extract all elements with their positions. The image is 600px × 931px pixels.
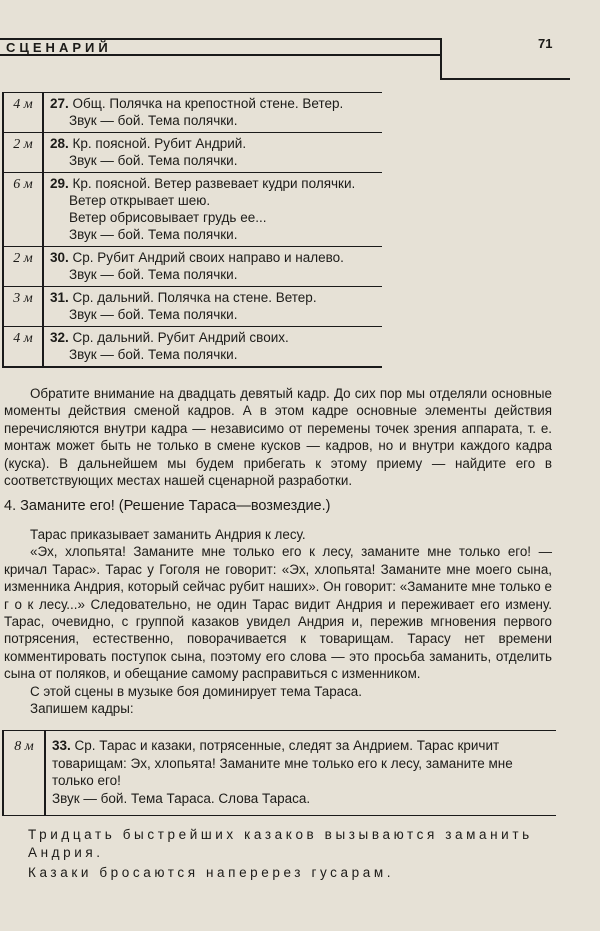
running-header: СЦЕНАРИЙ [6,40,112,55]
shot-table [2,92,382,368]
shot-line [50,289,382,306]
paragraph: С этой сцены в музыке боя доминирует тема Тараса. [30,683,362,699]
section-heading: 4. Заманите его! (Решение Тараса—возмездие.) [4,498,331,514]
shot-row [4,326,382,366]
paragraph-montage: Обратите внимание на двадцать девятый кадр. До сих пор мы отделяли основные моменты действия сменой кадров. А в этом кадре основные элементы действия перечисляются внутри кадра — независимо от перемены точек зрения аппарата, т. е. монтаж может быть не только в смене кусков — кадров, но и внутри каждого кадра (куска). В дальнейшем мы будем прибегать к этому приему — найдите его в соответствующих местах нашей сценарной разработки. [4,386,552,489]
shot-line [50,95,382,112]
shot-sound: Звук — бой. Тема Тараса. Слова Тараса. [52,790,311,806]
header-rule-right [440,78,570,80]
shot-line: Звук — бой. Тема полячки. [69,347,238,362]
shot-body [44,173,382,246]
paragraph: «Эх, хлопьята! Заманите мне только его к лесу, заманите мне только его! — кричал Тарас». Тарас у Гоголя не говорит: «Эх, хлопьята! Заманите мне моего сына, изменника Андрия, который сейчас рубит наших». Он говорит: «Заманите мне только е г о к лесу...» Следовательно, не один Тарас видит Андрия и переживает его измену. Тарас, очевидно, с группой казаков увидел Андрия и, пережив мгновения первого потрясения, естественно, поворачивается к товарищам. Тарасу нет времени комментировать поступок сына, поэтому его слова — это просьба заманить, отделить сына от поляков, и обещание самому расправиться с изменником. [4,544,552,682]
spaced-line: Казаки бросаются наперерез гусарам. [28,865,395,880]
shot-number: 28. [50,136,69,151]
shot-body [44,247,382,286]
shot-line [50,329,382,346]
shot-body [44,133,382,172]
shot-row [4,132,382,172]
shot-duration: 8 м [4,731,46,815]
shot-number: 31. [50,290,69,305]
shot-number: 30. [50,250,69,265]
shot-text: Ср. дальний. Полячка на стене. Ветер. [72,290,317,305]
shot-line [50,135,382,152]
shot-text: Кр. поясной. Рубит Андрий. [72,136,247,151]
shot-line: Звук — бой. Тема полячки. [69,267,238,282]
shot-line: Звук — бой. Тема полячки. [69,113,238,128]
shot-line: Ветер обрисовывает грудь ее... [69,210,267,225]
shot-body [44,287,382,326]
shot-body [44,93,382,132]
shot-duration: 4 м [4,327,44,366]
shot-line: Звук — бой. Тема полячки. [69,307,238,322]
shot-number: 32. [50,330,69,345]
paragraph-block [4,526,552,717]
shot-text: Ср. дальний. Рубит Андрий своих. [72,330,289,345]
shot-body [46,731,556,815]
shot-duration: 2 м [4,133,44,172]
shot-row [4,246,382,286]
shot-number: 33. [52,738,71,753]
shot-33 [2,730,556,816]
shot-text: Общ. Полячка на крепостной стене. Ветер. [72,96,344,111]
shot-line: Ветер открывает шею. [69,193,211,208]
shot-duration: 2 м [4,247,44,286]
shot-line: Звук — бой. Тема полячки. [69,153,238,168]
header-divider [440,38,442,80]
shot-line: Звук — бой. Тема полячки. [69,227,238,242]
shot-number: 29. [50,176,69,191]
shot-duration: 4 м [4,93,44,132]
shot-body [44,327,382,366]
shot-text: Кр. поясной. Ветер развевает кудри полячки. [72,176,356,191]
page-number: 71 [538,36,553,51]
shot-row [4,92,382,132]
spaced-line: Тридцать быстрейших казаков вызываются заманить Андрия. [28,827,533,860]
shot-text: Ср. Рубит Андрий своих направо и налево. [72,250,344,265]
paragraph: Тарас приказывает заманить Андрия к лесу. [30,527,306,542]
paragraph: Запишем кадры: [30,701,134,717]
shot-line [50,175,382,192]
shot-line [50,249,382,266]
shot-number: 27. [50,96,69,111]
shot-duration: 6 м [4,173,44,246]
shot-row [4,286,382,326]
shot-text: Ср. Тарас и казаки, потрясенные, следят за Андрием. Тарас кричит товарищам: Эх, хлопьята! Заманите мне только его к лесу, заманите мне только его! [52,738,513,788]
shot-row [4,172,382,246]
shot-duration: 3 м [4,287,44,326]
